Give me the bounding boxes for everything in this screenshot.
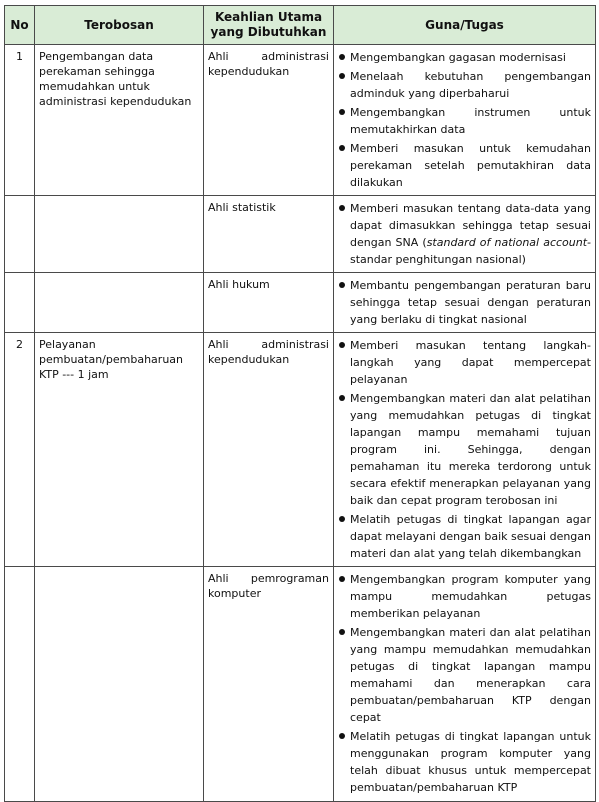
terobosan-table	[4, 5, 596, 802]
tugas-sna-text-end: standar penghitungan nasional)	[350, 253, 526, 266]
header-no: No	[5, 6, 35, 45]
row-no	[5, 196, 35, 273]
tugas-item: Mengembangkan materi dan alat pelatihan yang memudahkan petugas di tingkat lapangan mampu memahami tujuan program ini. Sehingga, dengan pemahaman itu mereka terdorong untuk secara efektif menerapkan pelayanan yang baik dan cepat program terobosan ini	[338, 390, 591, 509]
row-terobosan	[35, 273, 204, 333]
tugas-list	[338, 277, 591, 328]
row-tugas	[334, 567, 596, 802]
row-keahlian: Ahli administrasi kependudukan	[204, 333, 334, 567]
tugas-item: Memberi masukan tentang langkah-langkah yang dapat mempercepat pelayanan	[338, 337, 591, 388]
tugas-item: Mengembangkan program komputer yang mampu memudahkan petugas memberikan pelayanan	[338, 571, 591, 622]
row-terobosan	[35, 567, 204, 802]
row-no: 2	[5, 333, 35, 567]
header-terobosan: Terobosan	[35, 6, 204, 45]
table-row	[5, 45, 596, 196]
row-tugas	[334, 333, 596, 567]
tugas-item	[338, 200, 591, 268]
table-row	[5, 196, 596, 273]
table-row	[5, 567, 596, 802]
row-no	[5, 273, 35, 333]
table-row	[5, 333, 596, 567]
tugas-item: Menelaah kebutuhan pengembangan adminduk yang diperbaharui	[338, 68, 591, 102]
header-keahlian-line1: Keahlian Utama	[214, 10, 323, 24]
tugas-item: Mengembangkan instrumen untuk memutakhirkan data	[338, 104, 591, 138]
tugas-list	[338, 571, 591, 796]
tugas-list	[338, 337, 591, 562]
row-no: 1	[5, 45, 35, 196]
tugas-item: Melatih petugas di tingkat lapangan agar dapat melayani dengan baik sesuai dengan materi dan alat yang telah dikembangkan	[338, 511, 591, 562]
header-keahlian	[204, 6, 334, 45]
tugas-item: Memberi masukan untuk kemudahan perekaman setelah pemutakhiran data dilakukan	[338, 140, 591, 191]
header-keahlian-line2: yang Dibutuhkan	[210, 25, 327, 39]
row-keahlian: Ahli hukum	[204, 273, 334, 333]
table-row	[5, 273, 596, 333]
row-keahlian: Ahli statistik	[204, 196, 334, 273]
row-keahlian: Ahli administrasi kependudukan	[204, 45, 334, 196]
row-no	[5, 567, 35, 802]
row-tugas	[334, 45, 596, 196]
tugas-sna-italic: standard of national account-	[426, 236, 592, 249]
row-terobosan: Pengembangan data perekaman sehingga memudahkan untuk administrasi kependudukan	[35, 45, 204, 196]
tugas-item: Mengembangkan gagasan modernisasi	[338, 49, 591, 66]
row-terobosan	[35, 196, 204, 273]
tugas-list	[338, 200, 591, 268]
row-tugas	[334, 196, 596, 273]
tugas-item: Mengembangkan materi dan alat pelatihan yang mampu memudahkan memudahkan petugas di tingkat lapangan mampu memahami dan menerapkan cara pembuatan/pembaharuan KTP dengan cepat	[338, 624, 591, 726]
row-tugas	[334, 273, 596, 333]
tugas-item: Membantu pengembangan peraturan baru sehingga tetap sesuai dengan peraturan yang berlaku di tingkat nasional	[338, 277, 591, 328]
tugas-item: Melatih petugas di tingkat lapangan untuk menggunakan program komputer yang telah dibuat khusus untuk mempercepat pembuatan/pembaharuan KTP	[338, 728, 591, 796]
tugas-sna-text: Memberi masukan tentang data-data yang dapat dimasukkan sehingga tetap sesuai dengan SNA (	[350, 202, 591, 249]
row-terobosan: Pelayanan pembuatan/pembaharuan KTP --- 1 jam	[35, 333, 204, 567]
tugas-list	[338, 49, 591, 191]
row-keahlian: Ahli pemrograman komputer	[204, 567, 334, 802]
header-guna: Guna/Tugas	[334, 6, 596, 45]
table-header-row	[5, 6, 596, 45]
